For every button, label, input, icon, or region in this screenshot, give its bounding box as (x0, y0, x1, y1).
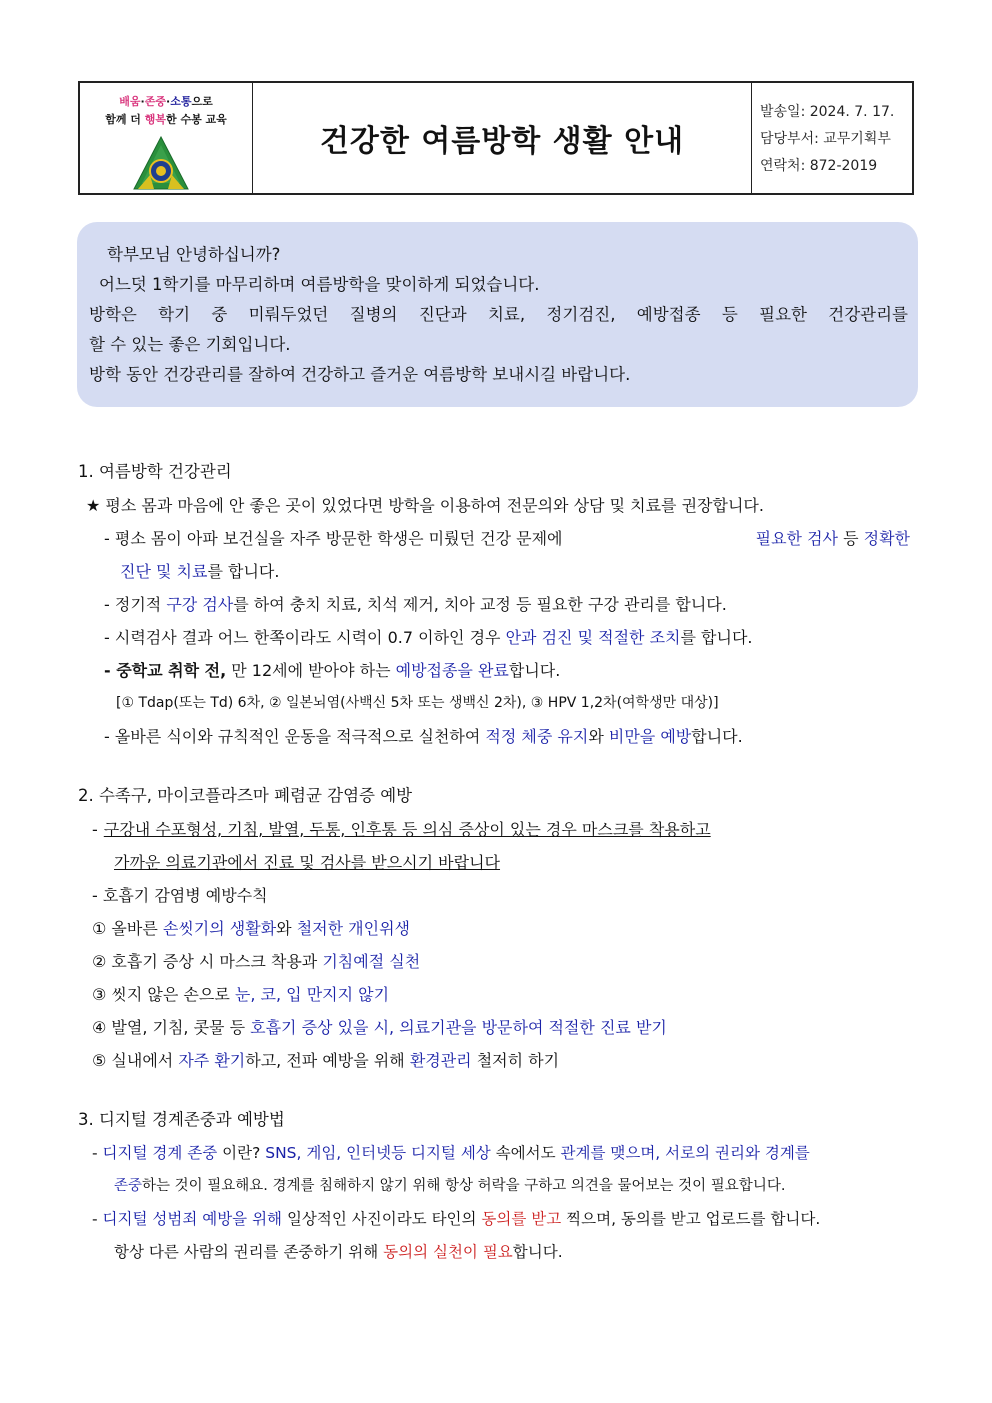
section-1-item: - 정기적 구강 검사를 하여 충치 치료, 치석 제거, 치아 교정 등 필요한 구강 관리를 합니다. (104, 595, 727, 614)
respiratory-rule: ③ 씻지 않은 손으로 눈, 코, 입 만지지 않기 (92, 985, 390, 1004)
greeting-line: 학부모님 안녕하십니까? (107, 245, 281, 264)
greeting-line: 방학 동안 건강관리를 잘하여 건강하고 즐거운 여름방학 보내시길 바랍니다. (89, 365, 631, 384)
respiratory-rule: ⑤ 실내에서 자주 환기하고, 전파 예방을 위해 환경관리 철저히 하기 (92, 1051, 560, 1070)
section-3-item-cont: 항상 다른 사람의 권리를 존중하기 위해 동의의 실천이 필요합니다. (114, 1243, 563, 1261)
document-title-cell (253, 83, 752, 193)
department: 담당부서: 교무기획부 (760, 131, 891, 147)
school-slogan: 배움·존중·소통으로 함께 더 행복한 수봉 교육 (105, 95, 227, 126)
contact-number: 연락처: 872-2019 (760, 158, 878, 174)
section-3-title: 3. 디지털 경계존중과 예방법 (78, 1110, 285, 1129)
vaccine-list: [① Tdap(또는 Td) 6차, ② 일본뇌염(사백신 5차 또는 생백신 2차), ③ HPV 1,2차(여학생만 대상)] (116, 695, 719, 711)
respiratory-rule: ④ 발열, 기침, 콧물 등 호흡기 증상 있을 시, 의료기관을 방문하여 적절한 진료 받기 (92, 1018, 667, 1037)
issue-date: 발송일: 2024. 7. 17. (760, 104, 895, 120)
section-1-item-cont: 진단 및 치료를 합니다. (120, 562, 280, 581)
greeting-line: 어느덧 1학기를 마무리하며 여름방학을 맞이하게 되었습니다. (99, 275, 540, 294)
school-logo-cell (80, 83, 253, 193)
section-3-item: - 디지털 성범죄 예방을 위해 일상적인 사진이라도 타인의 동의를 받고 찍으며, 동의를 받고 업로드를 합니다. (92, 1210, 821, 1228)
section-1-title: 1. 여름방학 건강관리 (78, 462, 232, 481)
section-1-item: - 시력검사 결과 어느 한쪽이라도 시력이 0.7 이하인 경우 안과 검진 및 적절한 조치를 합니다. (104, 628, 753, 647)
main-content (78, 455, 910, 1269)
section-2-title: 2. 수족구, 마이코플라즈마 폐렴균 감염증 예방 (78, 786, 413, 805)
section-3-item-cont: 존중하는 것이 필요해요. 경계를 침해하지 않기 위해 항상 허락을 구하고 의견을 물어보는 것이 필요합니다. (114, 1178, 786, 1194)
section-1-star: ★ 평소 몸과 마음에 안 좋은 곳이 있었다면 방학을 이용하여 전문의와 상담 및 치료를 권장합니다. (86, 496, 764, 515)
section-1-item: - 올바른 식이와 규칙적인 운동을 적극적으로 실천하여 적정 체중 유지와 비만을 예방합니다. (104, 727, 743, 746)
school-emblem-icon (132, 135, 190, 191)
section-1-item: - 평소 몸이 아파 보건실을 자주 방문한 학생은 미뤘던 건강 문제에 필요한 검사 등 정확한 (104, 529, 910, 548)
respiratory-rule: ② 호흡기 증상 시 마스크 착용과 기침예절 실천 (92, 952, 421, 971)
greeting-line: 할 수 있는 좋은 기회입니다. (89, 335, 291, 354)
respiratory-rule: ① 올바른 손씻기의 생활화와 철저한 개인위생 (92, 919, 410, 938)
section-2-warning-cont: 가까운 의료기관에서 진료 및 검사를 받으시기 바랍니다 (114, 853, 501, 872)
section-2-warning: - 구강내 수포형성, 기침, 발열, 두통, 인후통 등 의심 증상이 있는 경우 마스크를 착용하고 (92, 820, 711, 839)
section-3-item: - 디지털 경계 존중 이란? SNS, 게임, 인터넷등 디지털 세상 속에서도 관계를 맺으며, 서로의 권리와 경계를 (92, 1144, 810, 1162)
issue-info (752, 83, 912, 193)
document-title: 건강한 여름방학 생활 안내 (319, 124, 685, 159)
greeting-line: 방학은 학기 중 미뤄두었던 질병의 진단과 치료, 정기검진, 예방접종 등 필요한 건강관리를 (89, 305, 908, 324)
section-1-item: - 중학교 취학 전, 만 12세에 받아야 하는 예방접종을 완료합니다. (104, 661, 561, 680)
respiratory-rules-title: - 호흡기 감염병 예방수칙 (92, 886, 268, 905)
greeting-box (77, 222, 918, 407)
header-table (78, 81, 914, 195)
